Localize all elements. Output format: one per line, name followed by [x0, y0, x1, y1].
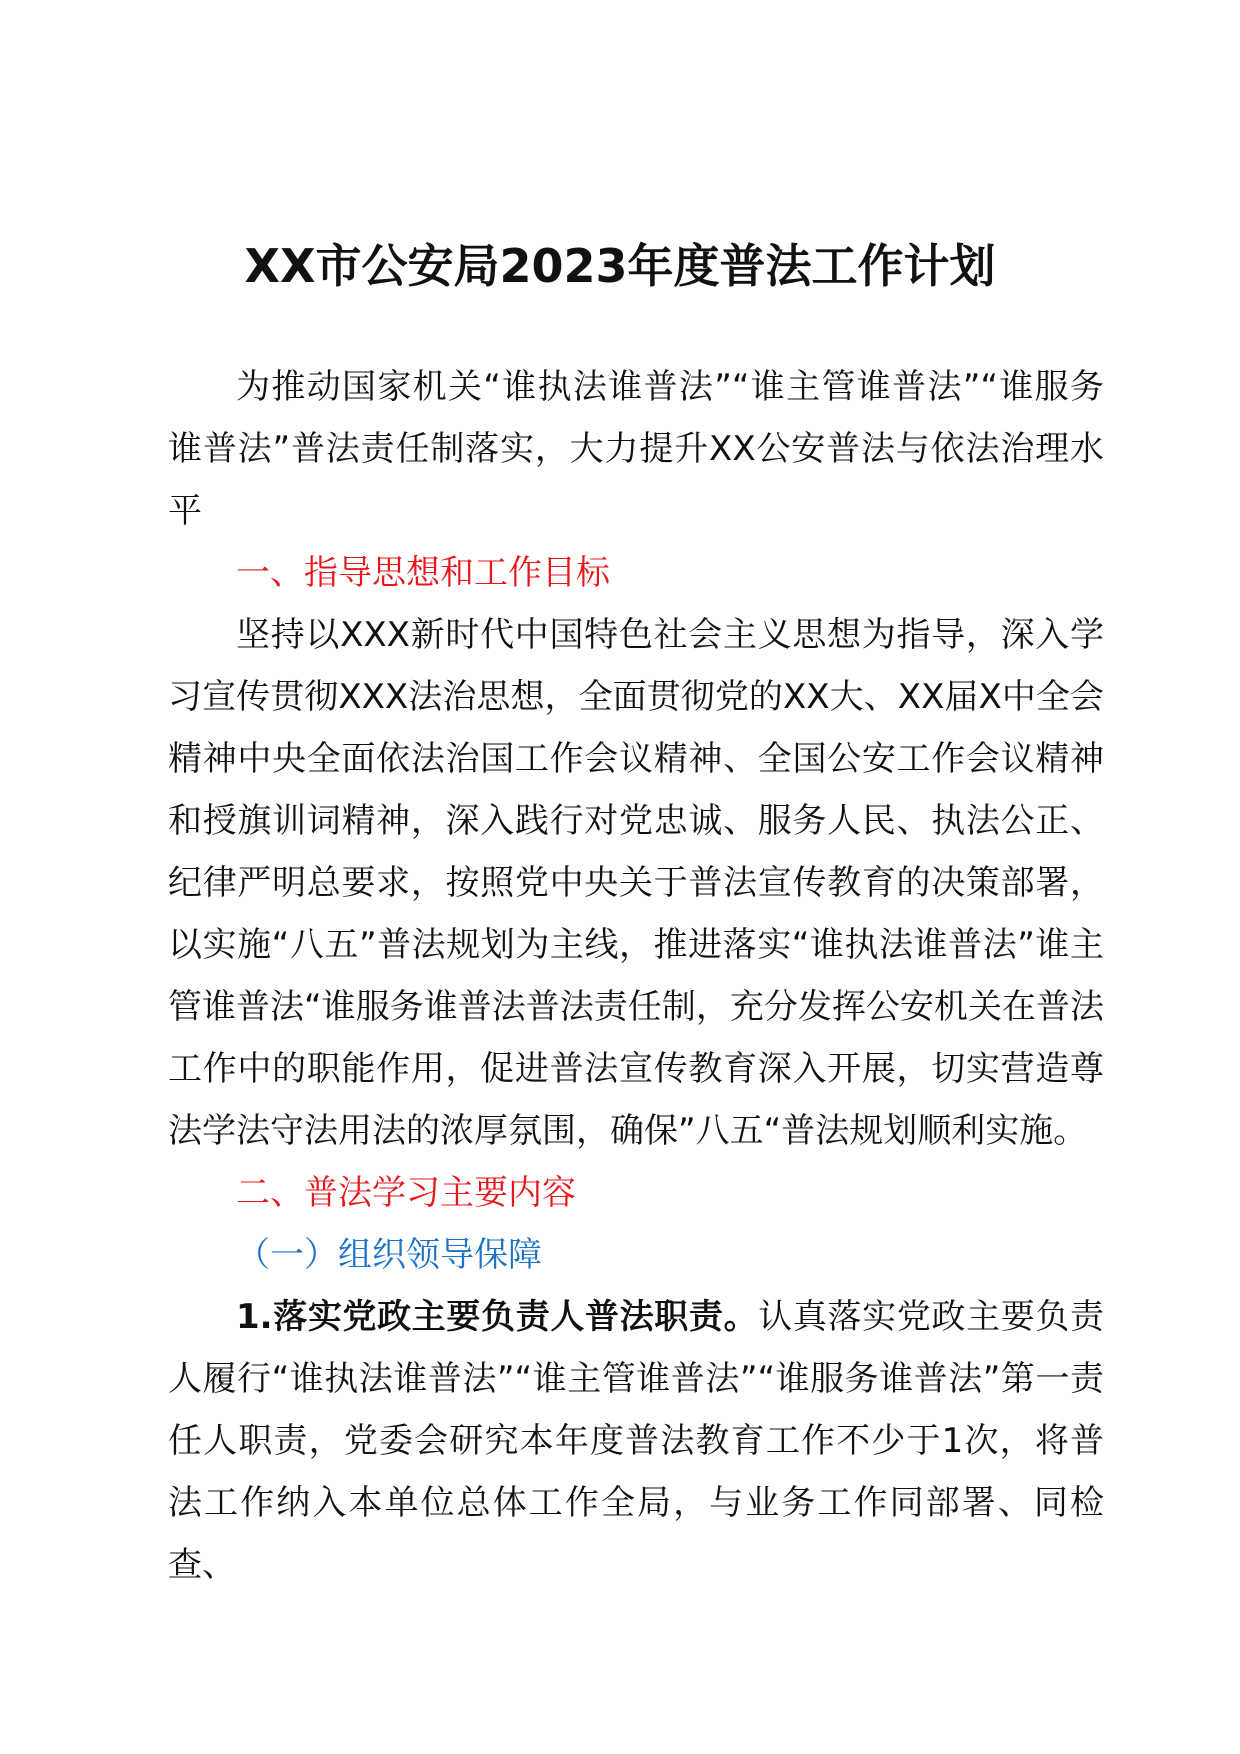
document-title: XX市公安局2023年度普法工作计划 — [244, 239, 996, 293]
section-heading-guiding-ideology: 一、指导思想和工作目标 — [236, 553, 610, 593]
intro-paragraph: 为推动国家机关“谁执法谁普法”“谁主管谁普法”“谁服务谁普法”普法责任制落实，大力提升XX公安普法与依法治理水平 — [168, 367, 1104, 531]
guiding-ideology-paragraph: 坚持以XXX新时代中国特色社会主义思想为指导，深入学习宣传贯彻XXX法治思想，全面贯彻党的XX大、XX届X中全会精神中央全面依法治国工作会议精神、全国公安工作会议精神和授旗训词精神，深入践行对党忠诚、服务人民、执法公正、纪律严明总要求，按照党中央关于普法宣传教育的决策部署，以实施“八五”普法规划为主线，推进落实“谁执法谁普法”谁主管谁普法“谁服务谁普法普法责任制，充分发挥公安机关在普法工作中的职能作用，促进普法宣传教育深入开展，切实营造尊法学法守法用法的浓厚氛围，确保”八五“普法规划顺利实施。 — [168, 615, 1104, 1151]
item-body-text: 认真落实党政主要负责人履行“谁执法谁普法”“谁主管谁普法”“谁服务谁普法”第一责任人职责，党委会研究本年度普法教育工作不少于1次，将普法工作纳入本单位总体工作全局，与业务工作同部署、同检查、 — [168, 1297, 1105, 1585]
subsection-heading-organization: （一）组织领导保障 — [236, 1235, 542, 1275]
item-paragraph-responsibility — [168, 1286, 1104, 1596]
item-lead-text: 1.落实党政主要负责人普法职责。 — [236, 1297, 759, 1337]
document-body — [168, 356, 1104, 1596]
section-heading-main-content: 二、普法学习主要内容 — [236, 1173, 576, 1213]
